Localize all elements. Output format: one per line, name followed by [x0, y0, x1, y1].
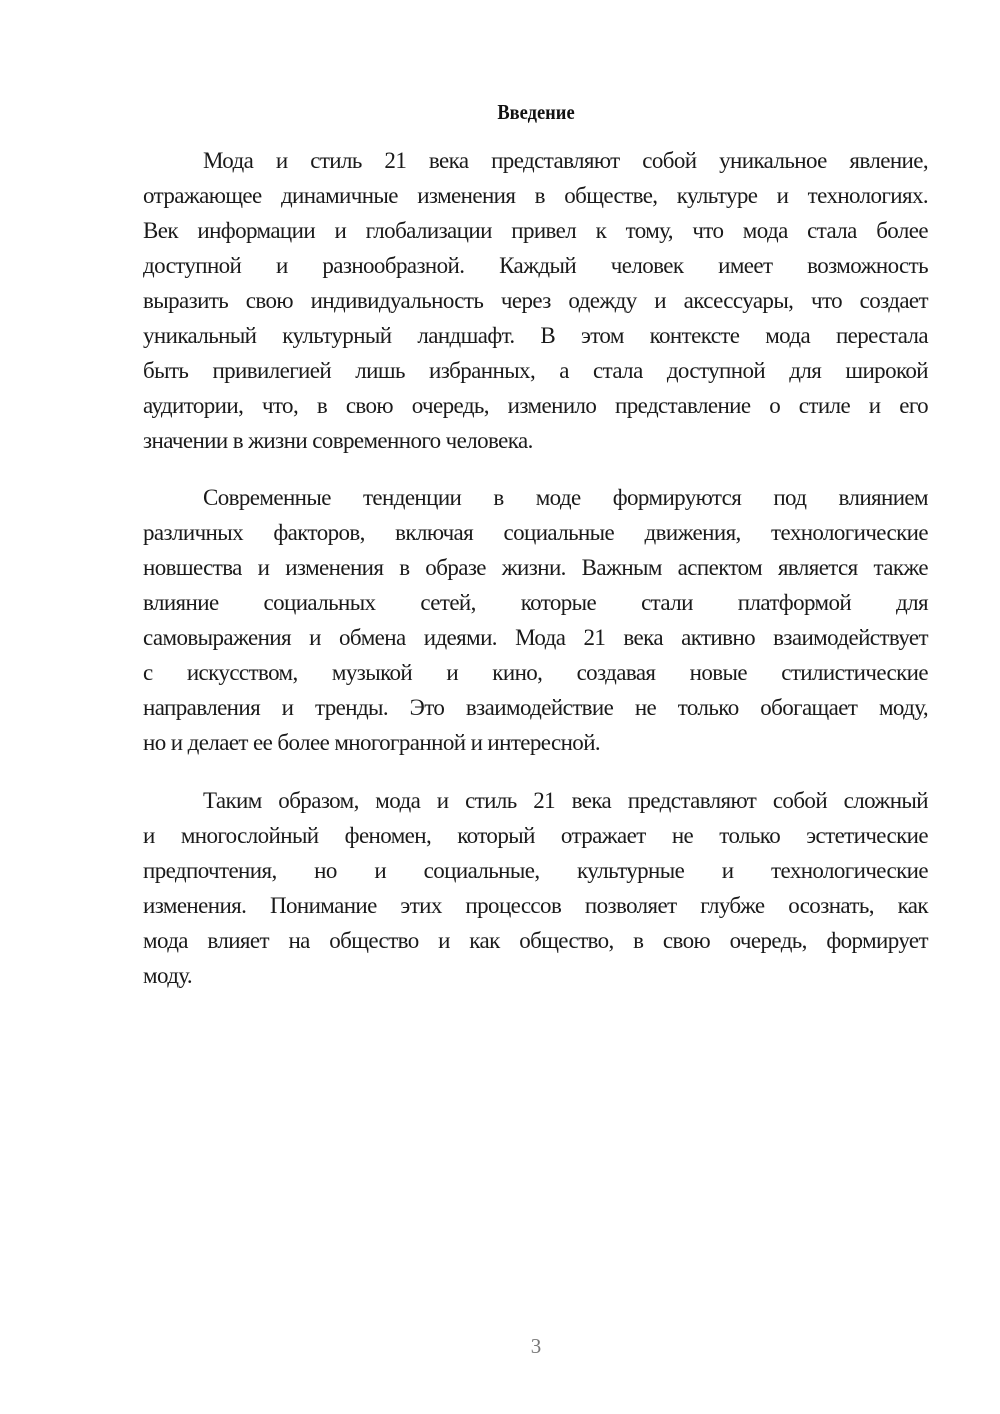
- paragraph-line: с искусством, музыкой и кино, создавая новые стилистические: [143, 660, 928, 685]
- paragraph-line: новшества и изменения в образе жизни. Важным аспектом является также: [143, 555, 928, 580]
- paragraph-line: доступной и разнообразной. Каждый человек имеет возможность: [143, 253, 928, 278]
- paragraph-line: выразить свою индивидуальность через одежду и аксессуары, что создает: [143, 288, 928, 313]
- paragraph-line: влияние социальных сетей, которые стали платформой для: [143, 590, 928, 615]
- page-number: 3: [530, 1334, 542, 1358]
- paragraph-line: аудитории, что, в свою очередь, изменило представление о стиле и его: [143, 393, 928, 418]
- paragraph-line: и многослойный феномен, который отражает не только эстетические: [143, 823, 928, 848]
- paragraph-line: различных факторов, включая социальные движения, технологические: [143, 520, 928, 545]
- paragraph-2: [143, 480, 928, 760]
- paragraph-line: изменения. Понимание этих процессов позволяет глубже осознать, как: [143, 893, 928, 918]
- paragraph-line: Современные тенденции в моде формируются под влиянием: [203, 485, 928, 510]
- paragraph-line: предпочтения, но и социальные, культурные и технологические: [143, 858, 928, 883]
- paragraph-line: но и делает ее более многогранной и интересной.: [143, 730, 601, 755]
- paragraph-line: Мода и стиль 21 века представляют собой уникальное явление,: [203, 148, 928, 173]
- paragraph-line: значении в жизни современного человека.: [143, 428, 533, 453]
- paragraph-line: моду.: [143, 963, 193, 988]
- paragraph-line: направления и тренды. Это взаимодействие не только обогащает моду,: [143, 695, 928, 720]
- section-title: Введение: [497, 100, 575, 124]
- paragraph-line: уникальный культурный ландшафт. В этом контексте мода перестала: [143, 323, 928, 348]
- paragraph-line: Таким образом, мода и стиль 21 века представляют собой сложный: [203, 788, 928, 813]
- paragraph-line: быть привилегией лишь избранных, а стала доступной для широкой: [143, 358, 928, 383]
- paragraph-1: [143, 143, 928, 458]
- paragraph-line: Век информации и глобализации привел к тому, что мода стала более: [143, 218, 928, 243]
- paragraph-3: [143, 783, 928, 993]
- paragraph-line: мода влияет на общество и как общество, в свою очередь, формирует: [143, 928, 928, 953]
- paragraph-line: отражающее динамичные изменения в обществе, культуре и технологиях.: [143, 183, 928, 208]
- paragraph-line: самовыражения и обмена идеями. Мода 21 века активно взаимодействует: [143, 625, 928, 650]
